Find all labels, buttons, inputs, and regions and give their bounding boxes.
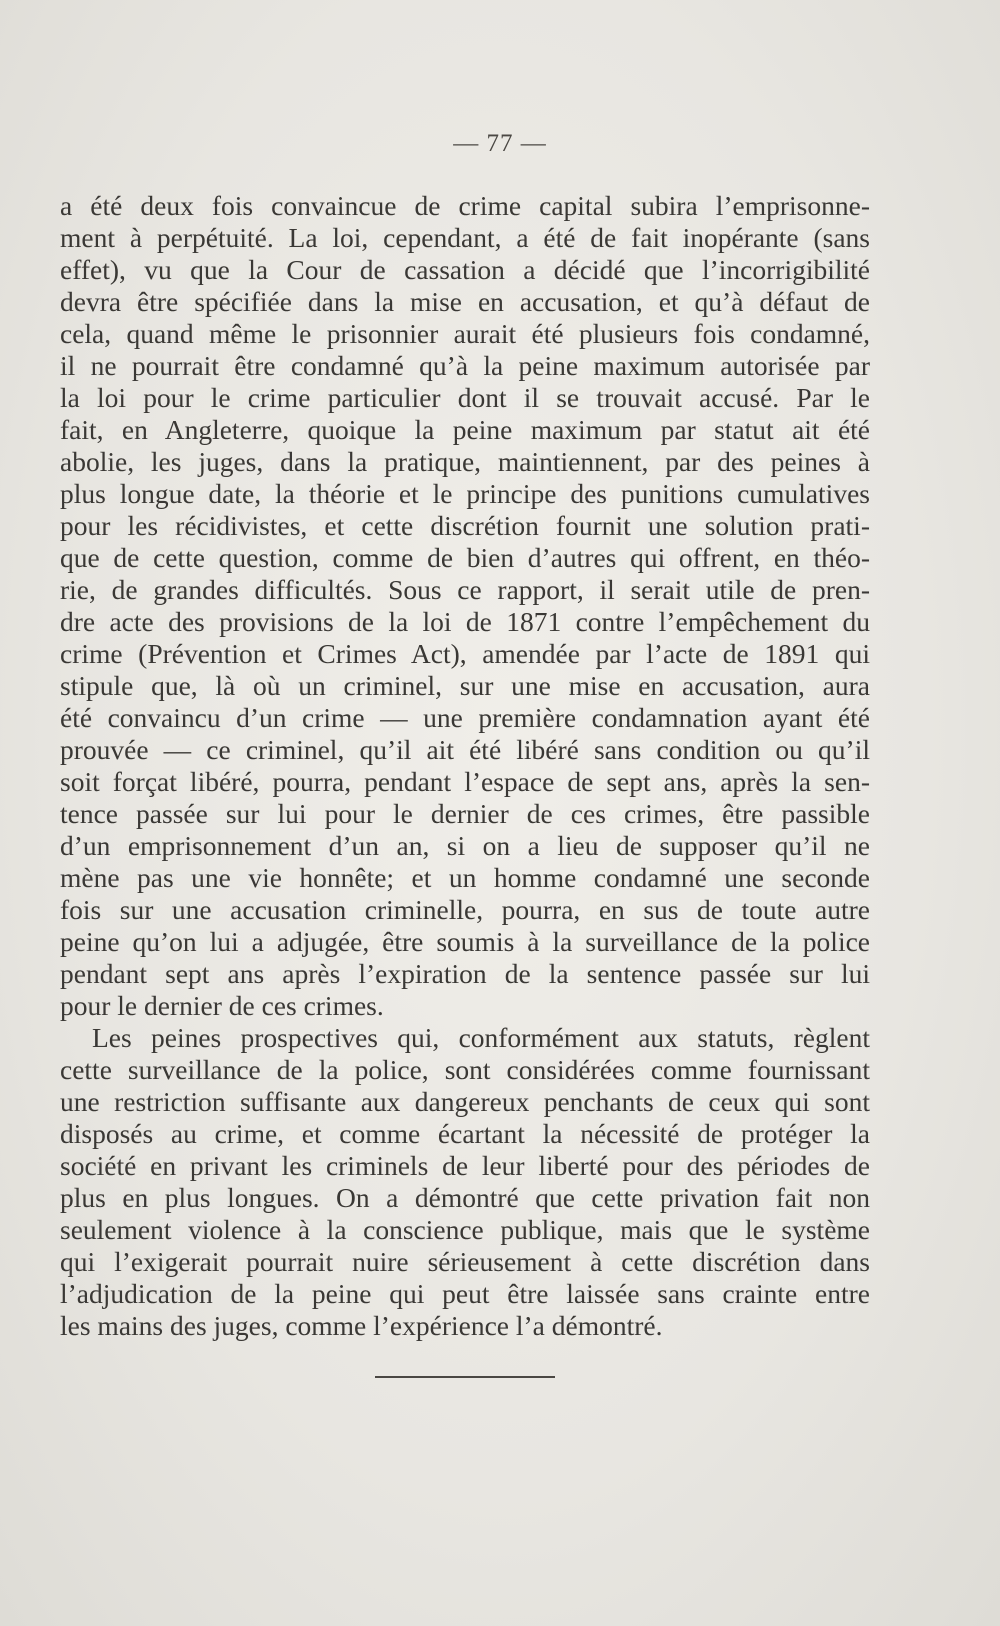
text-line: disposés au crime, et comme écartant la nécessité de protéger la: [60, 1118, 870, 1149]
text-line: rie, de grandes difficultés. Sous ce rapport, il serait utile de pren-: [60, 574, 870, 605]
text-line: crime (Prévention et Crimes Act), amendée par l’acte de 1891 qui: [60, 638, 870, 669]
text-line: seulement violence à la conscience publique, mais que le système: [60, 1214, 870, 1245]
text-line: la loi pour le crime particulier dont il se trouvait accusé. Par le: [60, 382, 870, 413]
text-line: effet), vu que la Cour de cassation a décidé que l’incorrigibilité: [60, 254, 870, 285]
text-line: Les peines prospectives qui, conformément aux statuts, règlent: [92, 1022, 870, 1053]
text-line: soit forçat libéré, pourra, pendant l’espace de sept ans, après la sen-: [60, 766, 870, 797]
text-line: devra être spécifiée dans la mise en accusation, et qu’à défaut de: [60, 286, 870, 317]
text-line: d’un emprisonnement d’un an, si on a lieu de supposer qu’il ne: [60, 830, 870, 861]
page-number: — 77 —: [453, 130, 547, 157]
body-text: [60, 190, 870, 1342]
text-line: plus en plus longues. On a démontré que cette privation fait non: [60, 1182, 870, 1213]
text-line: ment à perpétuité. La loi, cependant, a été de fait inopérante (sans: [60, 222, 870, 253]
text-line: été convaincu d’un crime — une première condamnation ayant été: [60, 702, 870, 733]
text-line: dre acte des provisions de la loi de 1871 contre l’empêchement du: [60, 606, 870, 637]
text-line: peine qu’on lui a adjugée, être soumis à la surveillance de la police: [60, 926, 870, 957]
text-line: société en privant les criminels de leur liberté pour des périodes de: [60, 1150, 870, 1181]
text-line: les mains des juges, comme l’expérience l’a démontré.: [60, 1310, 663, 1341]
text-line: cela, quand même le prisonnier aurait été plusieurs fois condamné,: [60, 318, 870, 349]
text-line: qui l’exigerait pourrait nuire sérieusement à cette discrétion dans: [60, 1246, 870, 1277]
text-line: une restriction suffisante aux dangereux penchants de ceux qui sont: [60, 1086, 870, 1117]
text-line: pendant sept ans après l’expiration de la sentence passée sur lui: [60, 958, 870, 989]
text-line: l’adjudication de la peine qui peut être laissée sans crainte entre: [60, 1278, 870, 1309]
text-line: tence passée sur lui pour le dernier de ces crimes, être passible: [60, 798, 870, 829]
text-line: pour le dernier de ces crimes.: [60, 990, 384, 1021]
closing-rule: [375, 1376, 555, 1378]
text-line: fait, en Angleterre, quoique la peine maximum par statut ait été: [60, 414, 870, 445]
text-line: prouvée — ce criminel, qu’il ait été libéré sans condition ou qu’il: [60, 734, 870, 765]
text-line: stipule que, là où un criminel, sur une mise en accusation, aura: [60, 670, 870, 701]
text-line: plus longue date, la théorie et le principe des punitions cumulatives: [60, 478, 870, 509]
text-line: que de cette question, comme de bien d’autres qui offrent, en théo-: [60, 542, 870, 573]
text-line: pour les récidivistes, et cette discrétion fournit une solution prati-: [60, 510, 870, 541]
text-line: a été deux fois convaincue de crime capital subira l’emprisonne-: [60, 190, 870, 221]
text-line: fois sur une accusation criminelle, pourra, en sus de toute autre: [60, 894, 870, 925]
text-line: il ne pourrait être condamné qu’à la peine maximum autorisée par: [60, 350, 870, 381]
text-line: mène pas une vie honnête; et un homme condamné une seconde: [60, 862, 870, 893]
text-line: cette surveillance de la police, sont considérées comme fournissant: [60, 1054, 870, 1085]
text-line: abolie, les juges, dans la pratique, maintiennent, par des peines à: [60, 446, 870, 477]
